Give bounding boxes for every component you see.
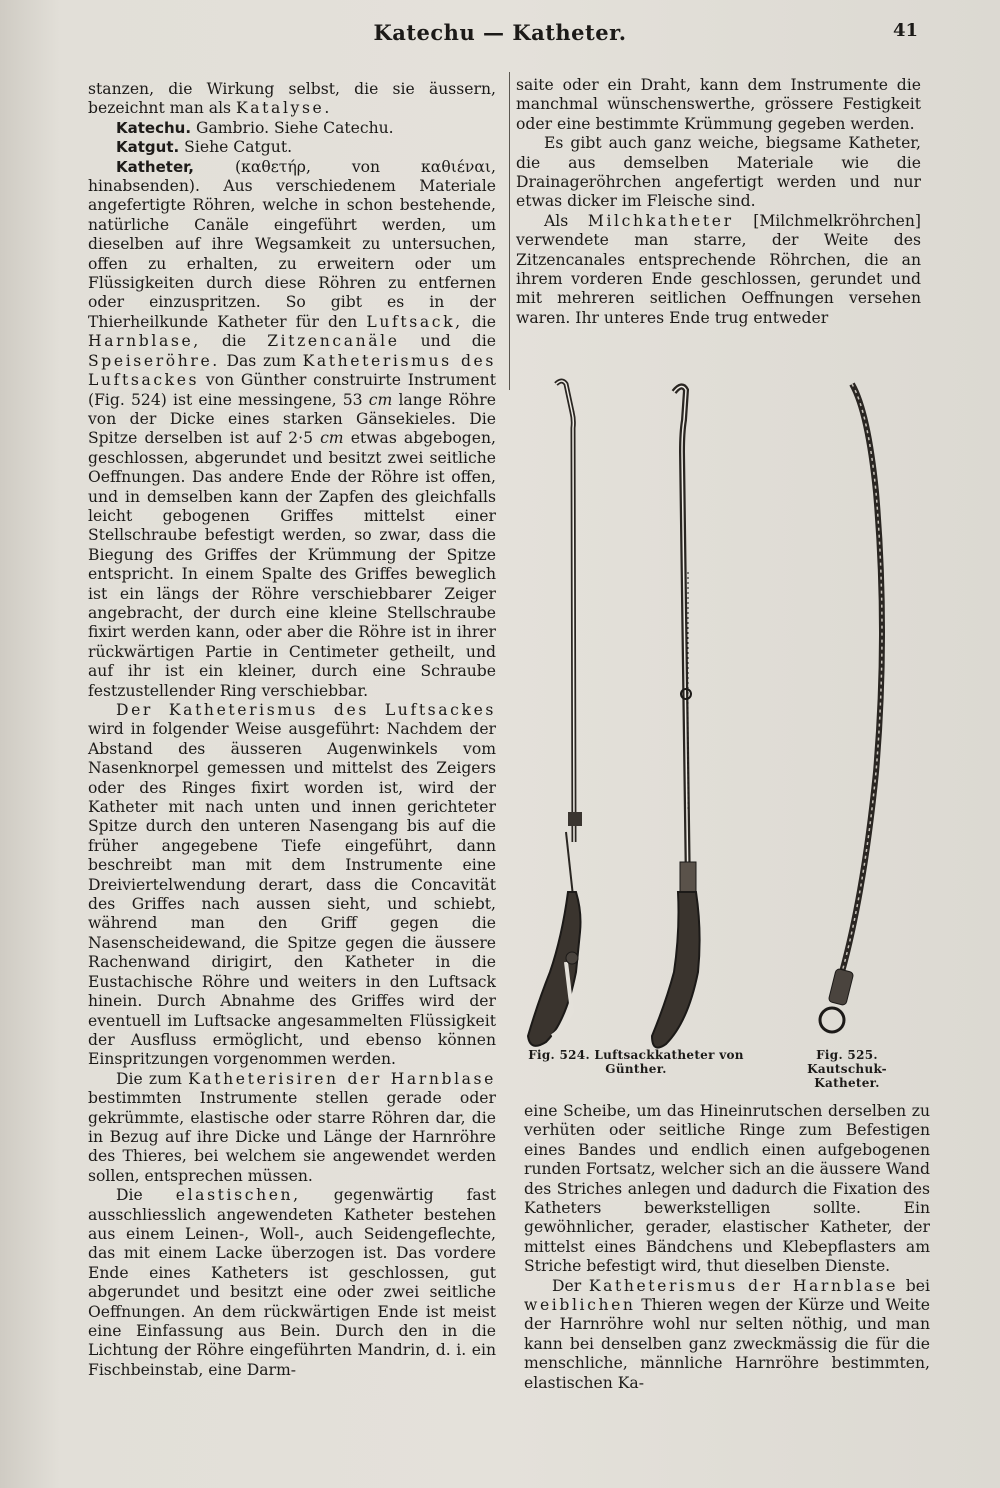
fig524-catheter-left [528,381,582,1046]
left-column [88,80,496,1380]
entry-head-katgut: Katgut. [116,138,180,157]
luftsack-procedure-paragraph: Der Katheterismus des Luftsackes wird in folgender Weise ausgeführt: Nachdem der Abstand des äusseren Augenwinkels vom Nasenknorpel gemessen und mittelst des Zeigers oder des Ringes fixirt worden ist, wird der Katheter mit nach unten und innen gerichteter Spitze durch den unteren Nasengang bis auf die früher angegebene Tiefe eingeführt, dann beschreibt man mit dem Instrumente eine Dreiviertelwendung derart, dass die Concavität des Griffes nach aussen sieht, und schiebt, während man den Griff gegen die Nasenscheidewand, die Spitze gegen die äussere Rachenwand dirigirt, den Katheter in die Eustachische Röhre und weiters in den Luftsack hinein. Durch Abnahme des Griffes wird der eventuell im Luftsacke angesammelten Flüssigkeit der Ausfluss ermöglicht, und ebenso können Einspritzungen vorgenommen werden. [88,701,496,1069]
right-column-top [516,76,921,328]
elastic-catheter-paragraph: Die elastischen, gegenwärtig fast ausschliesslich angewendeten Katheter bestehen aus einem Leinen-, Woll-, auch Seidengeflechte, das mit einem Lacke überzogen ist. Das vordere Ende eines Katheters ist geschlossen, gut abgerundet und besitzt eine oder zwei seitliche Oeffnungen. An dem rückwärtigen Ende ist meist eine Einfassung aus Bein. Durch den in die Lichtung der Röhre eingeführten Mandrin, d. i. ein Fischbeinstab, eine Darm- [88,1186,496,1379]
katalyse-paragraph: stanzen, die Wirkung selbst, die sie äussern, bezeichnt man als Katalyse. [88,80,496,118]
page-number: 41 [892,20,918,41]
fig525-caption: Fig. 525. Kautschuk-Katheter. [807,1048,887,1090]
fig525-rubber-catheter [820,384,882,1032]
entry-katechu: Katechu. Gambrio. Siehe Catechu. [116,118,394,137]
entry-katgut: Katgut. Siehe Catgut. [116,138,293,157]
running-head: Katechu — Katheter. [373,20,627,45]
catheter-illustrations [516,372,930,1072]
scheibe-paragraph: eine Scheibe, um das Hineinrutschen derselben zu verhüten oder seitliche Ringe zum Befestigen eines Bandes und endlich einen aufgebogenen runden Fortsatz, welcher sich an die äussere Wand des Striches anlegen und dadurch die Fixation des Katheters bewerkstelligen sollte. Ein gewöhnlicher, gerader, elastischer Katheter, der mittelst eines Bändchens und Klebepflasters am Striche befestigt wird, thut dieselben Dienste. [524,1102,930,1276]
mandrin-paragraph: saite oder ein Draht, kann dem Instrumente die manchmal wünschenswerthe, grössere Festigkeit oder eine bestimmte Krümmung gegeben werden. [516,76,921,133]
harnblase-paragraph: Die zum Katheterisiren der Harnblase bestimmten Instrumente stellen gerade oder gekrümmte, elastische oder starre Röhren dar, die in Bezug auf ihre Dicke und Länge der Harnröhre des Thieres, bei welchem sie angewendet werden sollen, entsprechen müssen. [88,1069,496,1185]
soft-catheter-paragraph: Es gibt auch ganz weiche, biegsame Katheter, die aus demselben Materiale wie die Drainageröhrchen angefertigt werden und nur etwas dicker im Fleische sind. [516,134,921,211]
fig524-catheter-right [652,386,700,1047]
figure-block [516,372,930,1092]
fig524-caption: Fig. 524. Luftsackkatheter von Günther. [528,1048,744,1076]
right-column-bottom [524,1102,930,1393]
column-divider [509,72,510,390]
entry-head-katechu: Katechu. [116,118,192,137]
female-catheterism-paragraph: Der Katheterismus der Harnblase bei weiblichen Thieren wegen der Kürze und Weite der Harnröhre wohl nur selten nöthig, und man kann bei denselben ganz zweckmässig die für die menschliche, männliche Harnröhre bestimmten, elastischen Ka- [524,1276,930,1392]
milchkatheter-paragraph: Als Milchkatheter [Milchmelkröhrchen] verwendete man starre, der Weite des Zitzencanales entsprechende Röhrchen, die an ihrem vorderen Ende geschlossen, gerundet und mit mehreren seitlichen Oeffnungen versehen waren. Ihr unteres Ende trug entweder [516,211,921,327]
entry-head-katheter: Katheter, [116,157,195,176]
entry-katheter: Katheter, (καθετήρ, von καθιέναι, hinabsenden). Aus verschiedenem Materiale angefertigte Röhren, welche in schon bestehende, natürliche Canäle eingeführt werden, um dieselben auf ihre Wegsamkeit zu untersuchen, offen zu erhalten, zu erweitern oder um Flüssigkeiten durch diese Röhren zu entfernen oder einzuspritzen. So gibt es in der Thierheilkunde Katheter für den Luftsack, die Harnblase, die Zitzencanäle und die Speiseröhre. Das zum Katheterismus des Luftsackes von Günther construirte Instrument (Fig. 524) ist eine messingene, 53 cm lange Röhre von der Dicke eines starken Gänsekieles. Die Spitze derselben ist auf 2·5 cm etwas abgebogen, geschlossen, abgerundet und besitzt zwei seitliche Oeffnungen. Das andere Ende der Röhre ist offen, und in demselben kann der Zapfen des gleichfalls leicht gebogenen Griffes mittelst einer Stellschraube befestigt werden, so zwar, dass die Biegung des Griffes der Krümmung der Spitze entspricht. In einem Spalte des Griffes beweglich ist ein längs der Röhre verschiebbarer Zeiger angebracht, der durch eine kleine Stellschraube fixirt werden kann, oder aber die Röhre ist in ihrer rückwärtigen Partie in Centimeter getheilt, und auf ihr ist ein kleiner, durch eine Schraube festzustellender Ring verschiebbar. [88,157,496,700]
